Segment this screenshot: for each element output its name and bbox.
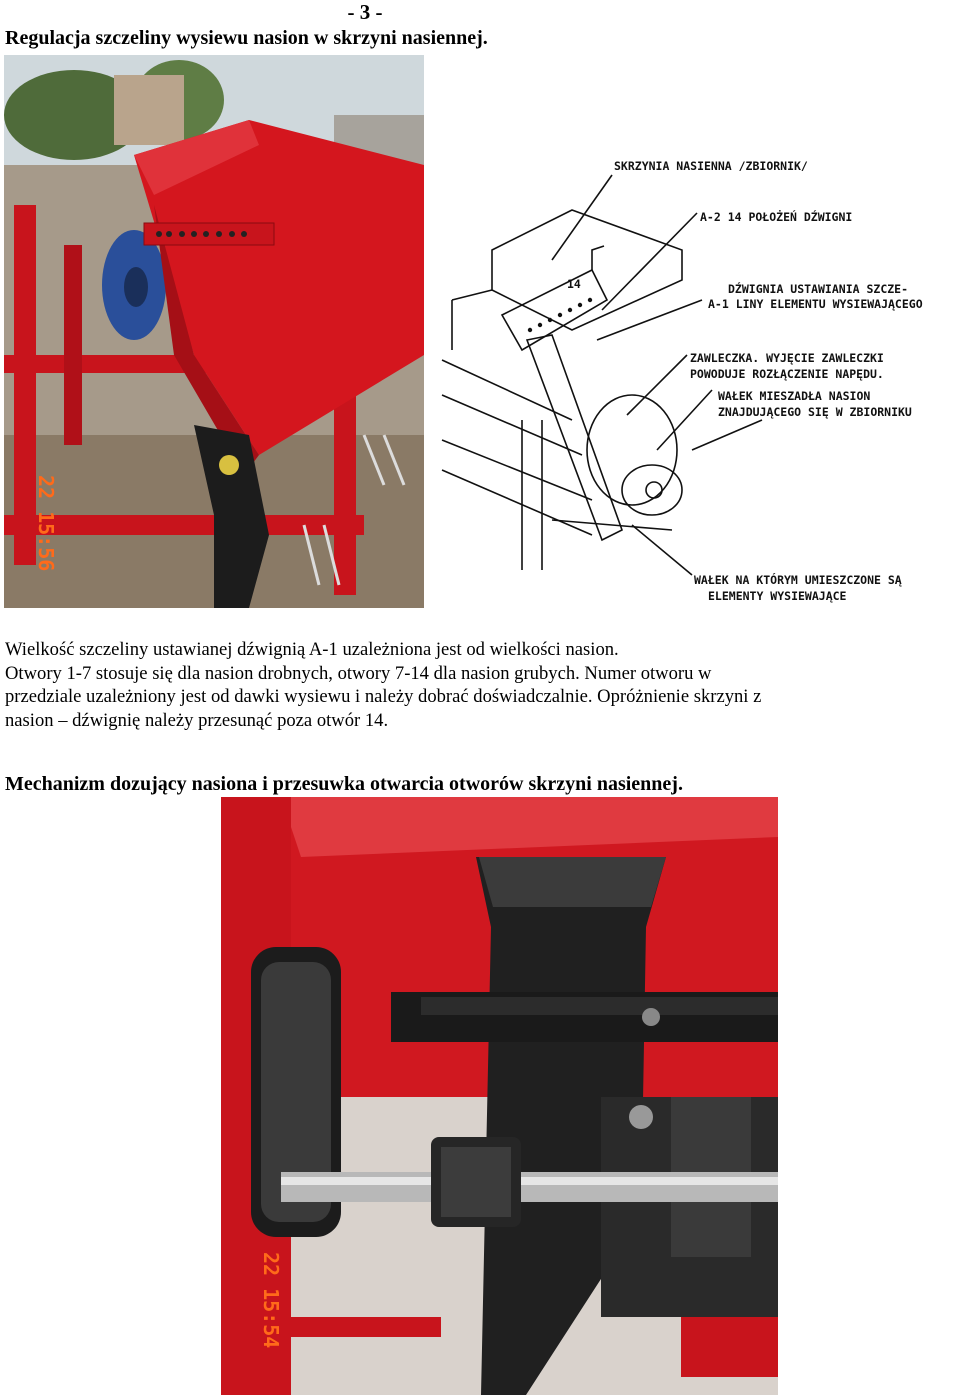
label-pin-line2: POWODUJE ROZŁĄCZENIE NAPĘDU. bbox=[690, 367, 884, 381]
diagram-scale-number: 14 bbox=[567, 277, 581, 291]
photo-timestamp: 22 15:54 bbox=[259, 1252, 283, 1349]
paragraph-line: nasion – dźwignię należy przesunąć poza otwór 14. bbox=[5, 709, 389, 731]
photo-seed-hopper bbox=[4, 55, 424, 608]
label-lever-positions: A-2 14 POŁOŻEŃ DŹWIGNI bbox=[700, 210, 853, 224]
label-stirrer-line1: WAŁEK MIESZADŁA NASION bbox=[718, 389, 871, 403]
instructions-paragraph bbox=[5, 638, 960, 732]
section-title-gap-adjustment: Regulacja szczeliny wysiewu nasion w skrzyni nasiennej. bbox=[5, 27, 488, 49]
label-hopper: SKRZYNIA NASIENNA /ZBIORNIK/ bbox=[614, 159, 808, 173]
label-axle-line2: ELEMENTY WYSIEWAJĄCE bbox=[708, 589, 847, 603]
label-lever-line1: DŹWIGNIA USTAWIANIA SZCZE- bbox=[728, 282, 909, 296]
page-number: - 3 - bbox=[347, 0, 383, 24]
section-title-dosing-mechanism: Mechanizm dozujący nasiona i przesuwka otwarcia otworów skrzyni nasiennej. bbox=[5, 773, 683, 795]
paragraph-line: Wielkość szczeliny ustawianej dźwignią A-1 uzależniona jest od wielkości nasion. bbox=[5, 639, 619, 660]
photo-timestamp: 22 15:56 bbox=[34, 475, 58, 572]
paragraph-line: przedziale uzależniony jest od dawki wysiewu i należy dobrać doświadczalnie. Opróżnienie skrzyni z bbox=[5, 686, 762, 708]
label-lever-line2: A-1 LINY ELEMENTU WYSIEWAJĄCEGO bbox=[708, 297, 923, 311]
label-pin-line1: ZAWLECZKA. WYJĘCIE ZAWLECZKI bbox=[690, 351, 884, 365]
paragraph-line: Otwory 1-7 stosuje się dla nasion drobnych, otwory 7-14 dla nasion grubych. Numer otworu w bbox=[5, 662, 712, 684]
mechanism-diagram bbox=[432, 150, 960, 610]
label-axle-line1: WAŁEK NA KTÓRYM UMIESZCZONE SĄ bbox=[694, 573, 902, 587]
photo-dosing-mechanism bbox=[221, 797, 778, 1395]
label-stirrer-line2: ZNAJDUJĄCEGO SIĘ W ZBIORNIKU bbox=[718, 405, 912, 419]
